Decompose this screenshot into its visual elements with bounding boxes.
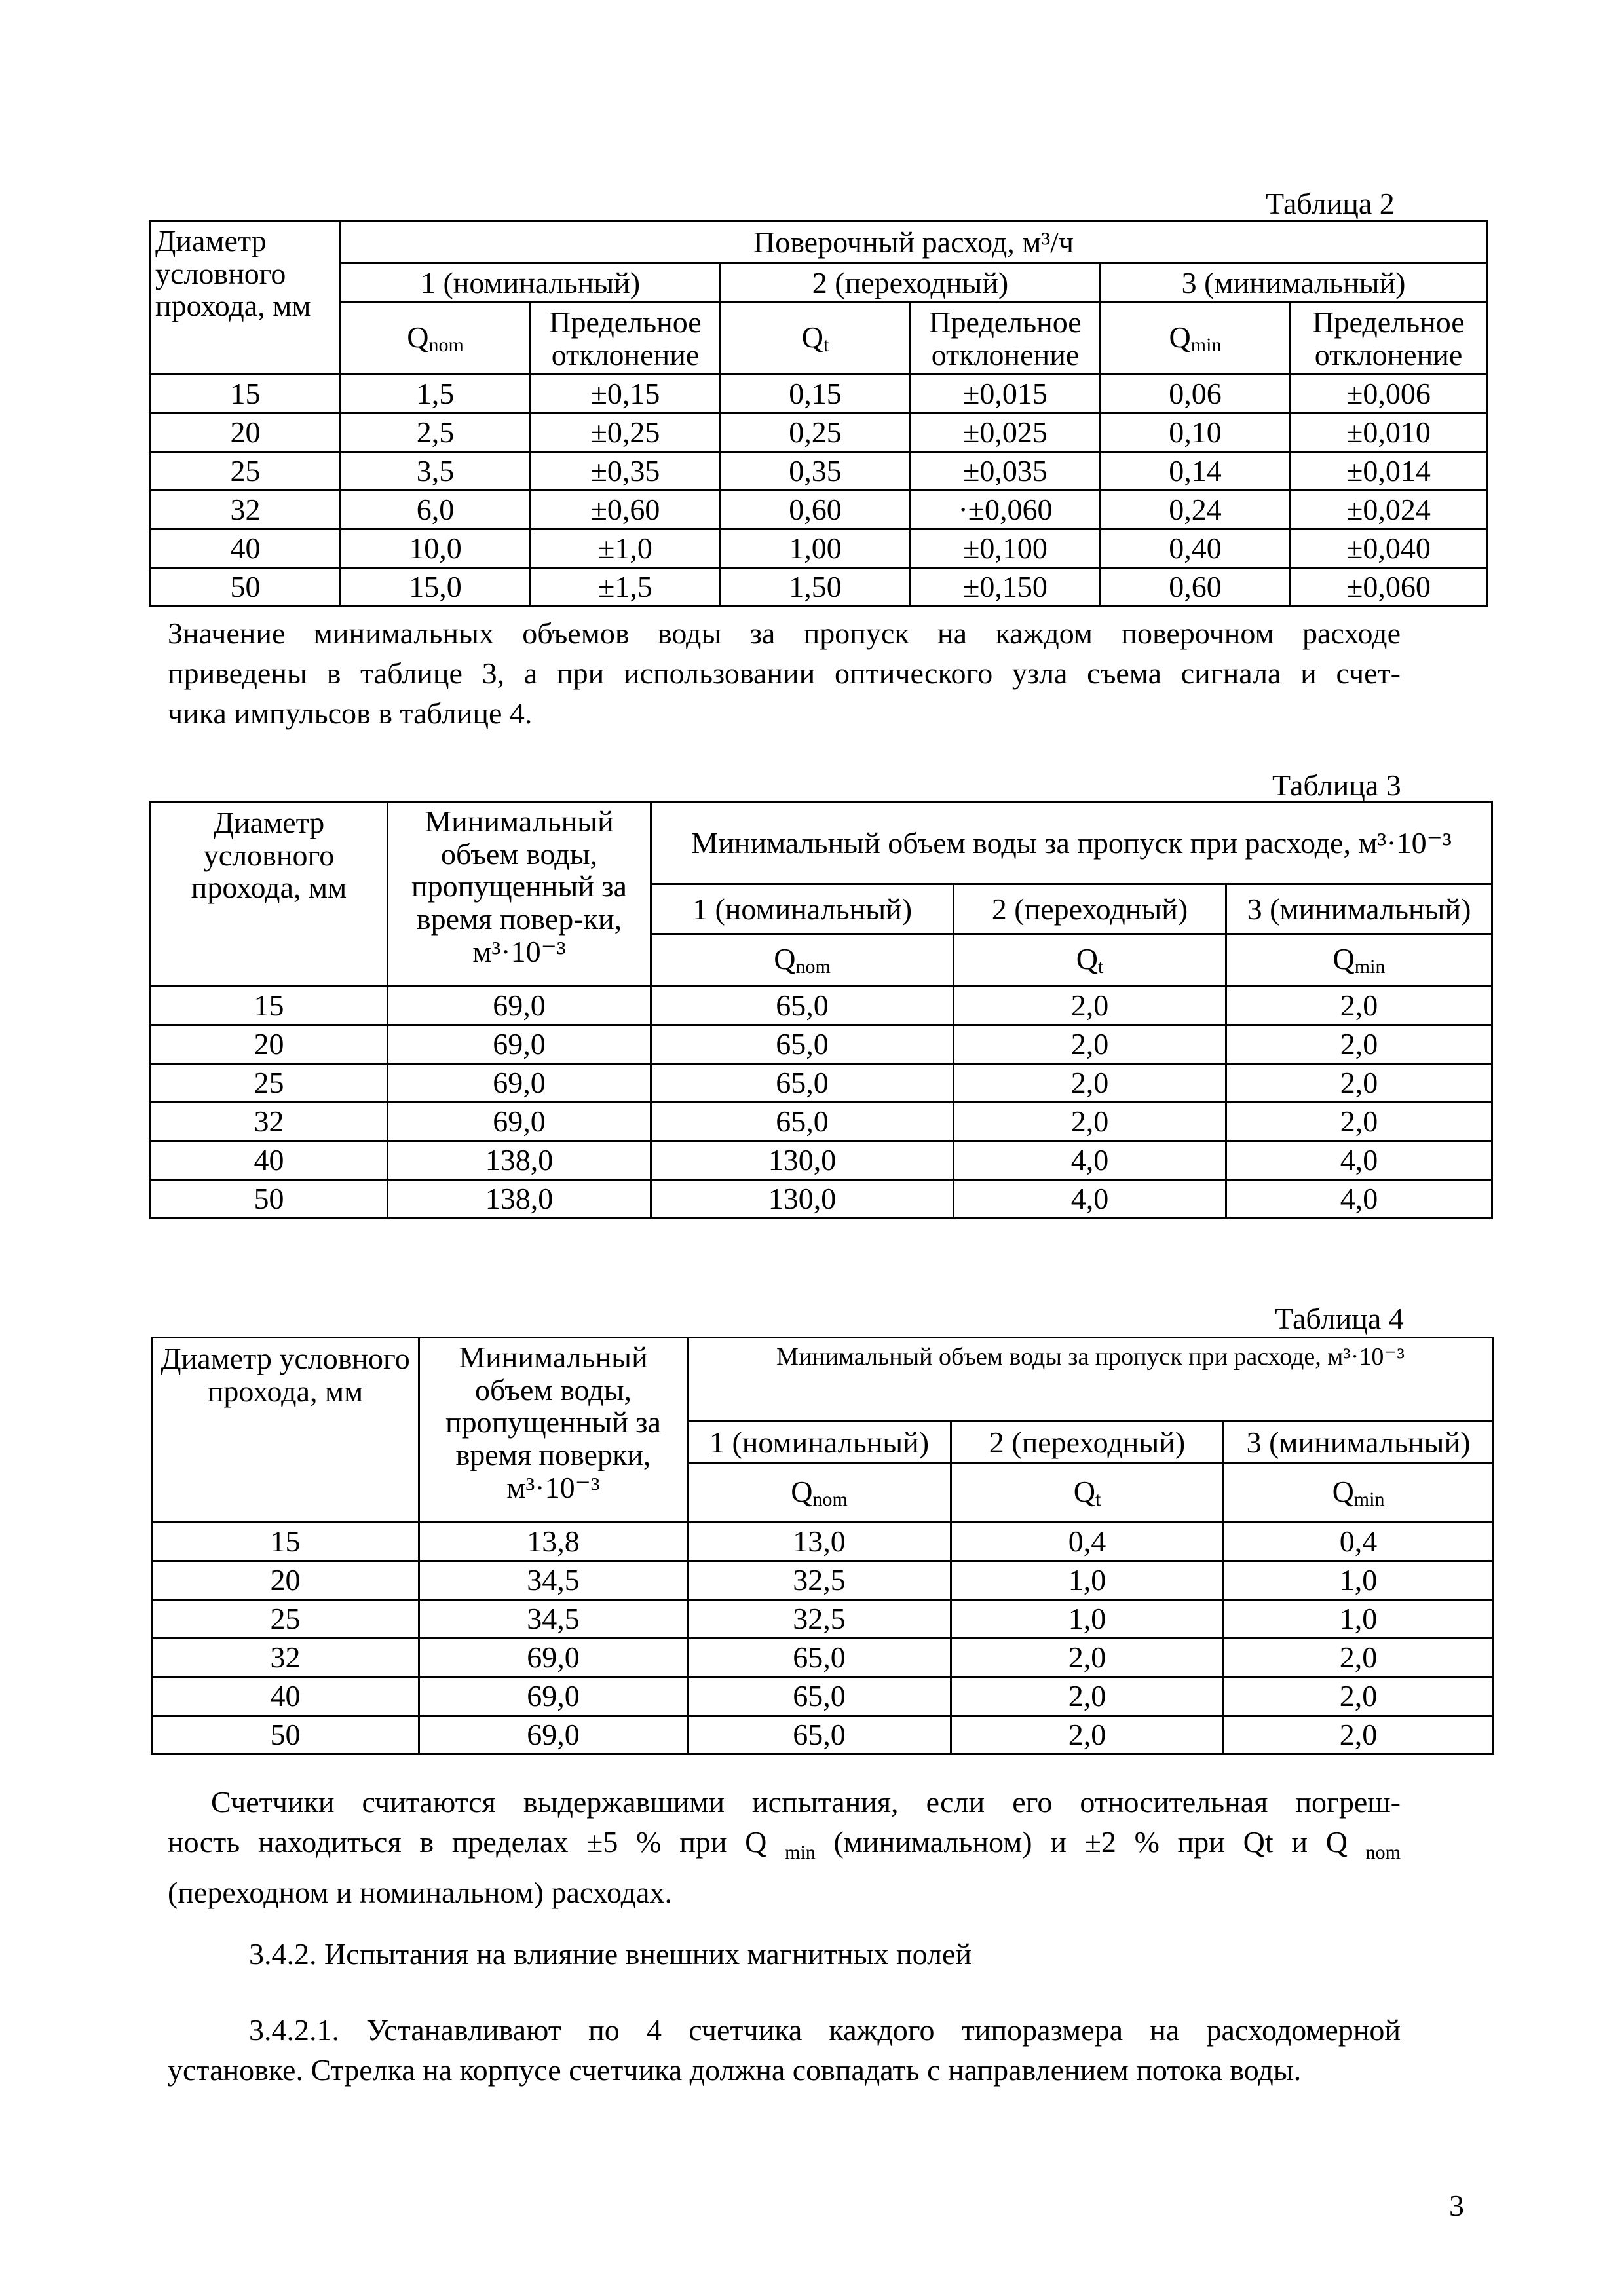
t2-cell: 0,60: [721, 491, 911, 529]
t3-cell: 130,0: [651, 1141, 954, 1180]
table-row: [151, 1141, 1492, 1180]
t3-cell: 20: [151, 1025, 388, 1064]
t2-cell: ±0,150: [911, 568, 1101, 607]
table-row: [152, 1677, 1494, 1716]
para2-line2: ность находиться в пределах ±5 % при Q $_{min}$ (минимальном) и ±2 % при Qt и Q $_{nom}$: [168, 1825, 1401, 1864]
t2-cell: ±1,5: [531, 568, 721, 607]
t3-cell: 65,0: [651, 1103, 954, 1141]
t3-cell: 50: [151, 1180, 388, 1219]
t4-cell: 69,0: [419, 1639, 688, 1677]
t2-cell: 0,10: [1101, 413, 1291, 452]
t2-cell: 0,24: [1101, 491, 1291, 529]
t3-cell: 25: [151, 1064, 388, 1103]
t2-cell: 10,0: [341, 529, 531, 568]
t2-cell: ±0,040: [1291, 529, 1487, 568]
table-row: [151, 375, 1487, 413]
t2-cell: 2,5: [341, 413, 531, 452]
t4-cell: 69,0: [419, 1677, 688, 1716]
t2-hdr-dev3: Предельное отклонение: [1291, 303, 1487, 375]
t4-hdr-qt: $Q_t$: [951, 1464, 1224, 1523]
t2-cell: 1,50: [721, 568, 911, 607]
t2-cell: ±0,35: [531, 452, 721, 491]
para2-line1: Счетчики считаются выдержавшими испытания, если его относительная погреш-: [211, 1785, 1401, 1819]
t3-cell: 2,0: [1226, 1025, 1492, 1064]
t4-cell: 1,0: [951, 1561, 1224, 1600]
t4-cell: 65,0: [688, 1677, 951, 1716]
table-row: [151, 491, 1487, 529]
t4-cell: 32,5: [688, 1561, 951, 1600]
table-row: [151, 1064, 1492, 1103]
table-row: [151, 1180, 1492, 1219]
t3-hdr-qnom: $Q_{nom}$: [651, 934, 954, 987]
table2: [149, 220, 1488, 607]
table-row: [151, 452, 1487, 491]
paragraph-test-criteria: [168, 1782, 1401, 1912]
t3-hdr-flow3: 3 (минимальный): [1226, 884, 1492, 934]
table-row: [152, 1561, 1494, 1600]
t4-hdr-flow2: 2 (переходный): [951, 1422, 1224, 1464]
t3-cell: 138,0: [388, 1180, 651, 1219]
table-row: [152, 1523, 1494, 1561]
para1-line3: чика импульсов в таблице 4.: [168, 696, 533, 730]
t2-cell: 15,0: [341, 568, 531, 607]
t4-cell: 32,5: [688, 1600, 951, 1639]
t2-cell: ±0,100: [911, 529, 1101, 568]
t4-hdr-flow1: 1 (номинальный): [688, 1422, 951, 1464]
t4-cell: 32: [152, 1639, 419, 1677]
t2-cell: 0,60: [1101, 568, 1291, 607]
t2-cell: 0,06: [1101, 375, 1291, 413]
t4-cell: 65,0: [688, 1639, 951, 1677]
page-number: 3: [1449, 2189, 1464, 2222]
t3-cell: 2,0: [1226, 987, 1492, 1025]
table-row: [152, 1600, 1494, 1639]
t2-cell: ±0,060: [1291, 568, 1487, 607]
t3-cell: 2,0: [954, 1103, 1226, 1141]
t4-hdr-qmin: $Q_{min}$: [1224, 1464, 1494, 1523]
t2-cell: 1,5: [341, 375, 531, 413]
t3-cell: 4,0: [1226, 1141, 1492, 1180]
table4: [151, 1337, 1494, 1755]
t2-cell: 50: [151, 568, 341, 607]
t3-cell: 2,0: [1226, 1064, 1492, 1103]
para1-line2: приведены в таблице 3, а при использовании оптического узла съема сигнала и счет-: [168, 656, 1401, 690]
t2-hdr-flow3: 3 (минимальный): [1101, 263, 1487, 303]
t2-hdr-group: Поверочный расход, м³/ч: [341, 221, 1487, 263]
t3-cell: 130,0: [651, 1180, 954, 1219]
t3-cell: 65,0: [651, 1025, 954, 1064]
t2-cell: ±0,024: [1291, 491, 1487, 529]
t2-cell: 25: [151, 452, 341, 491]
t2-hdr-qnom: $Q_{nom}$: [341, 303, 531, 375]
t4-cell: 65,0: [688, 1716, 951, 1754]
t4-cell: 69,0: [419, 1716, 688, 1754]
t3-cell: 138,0: [388, 1141, 651, 1180]
t2-cell: 6,0: [341, 491, 531, 529]
para1-line1: Значение минимальных объемов воды за пропуск на каждом поверочном расходе: [168, 616, 1401, 650]
t3-cell: 2,0: [1226, 1103, 1492, 1141]
t4-cell: 1,0: [1224, 1600, 1494, 1639]
t2-cell: ±0,015: [911, 375, 1101, 413]
table3: [149, 801, 1493, 1219]
table-row: [151, 1025, 1492, 1064]
t3-hdr-qt: $Q_t$: [954, 934, 1226, 987]
t4-cell: 0,4: [1224, 1523, 1494, 1561]
t3-cell: 2,0: [954, 1025, 1226, 1064]
t4-cell: 34,5: [419, 1600, 688, 1639]
t2-cell: 40: [151, 529, 341, 568]
paragraph-install: [168, 2010, 1401, 2090]
table4-caption: Таблица 4: [1275, 1302, 1404, 1335]
t3-cell: 69,0: [388, 987, 651, 1025]
t2-cell: ±0,15: [531, 375, 721, 413]
t2-cell: 0,15: [721, 375, 911, 413]
table-row: [151, 987, 1492, 1025]
t2-hdr-qmin: $Q_{min}$: [1101, 303, 1291, 375]
t2-cell: ±0,010: [1291, 413, 1487, 452]
t3-cell: 69,0: [388, 1103, 651, 1141]
t4-cell: 15: [152, 1523, 419, 1561]
t4-cell: 2,0: [951, 1716, 1224, 1754]
table-row: [151, 529, 1487, 568]
t3-cell: 32: [151, 1103, 388, 1141]
t2-hdr-qt: $Q_t$: [721, 303, 911, 375]
t3-cell: 40: [151, 1141, 388, 1180]
t3-cell: 69,0: [388, 1025, 651, 1064]
table-row: [152, 1716, 1494, 1754]
t4-cell: 2,0: [1224, 1716, 1494, 1754]
t2-cell: 32: [151, 491, 341, 529]
t3-hdr-flow1: 1 (номинальный): [651, 884, 954, 934]
t3-cell: 65,0: [651, 1064, 954, 1103]
t4-hdr-diameter: Диаметр условного прохода, мм: [152, 1338, 419, 1523]
t4-cell: 2,0: [1224, 1639, 1494, 1677]
t3-hdr-qmin: $Q_{min}$: [1226, 934, 1492, 987]
t4-hdr-flow3: 3 (минимальный): [1224, 1422, 1494, 1464]
t4-hdr-qnom: $Q_{nom}$: [688, 1464, 951, 1523]
t4-cell: 40: [152, 1677, 419, 1716]
table-row: [152, 1639, 1494, 1677]
t4-cell: 13,8: [419, 1523, 688, 1561]
t2-cell: ·±0,060: [911, 491, 1101, 529]
t3-cell: 2,0: [954, 987, 1226, 1025]
t2-cell: 0,25: [721, 413, 911, 452]
t2-cell: ±0,035: [911, 452, 1101, 491]
t4-hdr-min-volume: Минимальный объем воды, пропущенный за время поверки, м³·10⁻³: [419, 1338, 688, 1523]
t2-cell: ±0,60: [531, 491, 721, 529]
t3-hdr-diameter: Диаметр условного прохода, мм: [151, 802, 388, 987]
t3-hdr-min-volume: Минимальный объем воды, пропущенный за время повер-ки, м³·10⁻³: [388, 802, 651, 987]
t2-hdr-dev1: Предельное отклонение: [531, 303, 721, 375]
t2-cell: 0,40: [1101, 529, 1291, 568]
t2-cell: 3,5: [341, 452, 531, 491]
t3-cell: 2,0: [954, 1064, 1226, 1103]
t3-cell: 69,0: [388, 1064, 651, 1103]
t3-cell: 4,0: [1226, 1180, 1492, 1219]
table3-caption: Таблица 3: [1272, 768, 1401, 802]
t2-cell: 15: [151, 375, 341, 413]
t2-hdr-dev2: Предельное отклонение: [911, 303, 1101, 375]
t2-cell: ±0,006: [1291, 375, 1487, 413]
t2-cell: ±0,025: [911, 413, 1101, 452]
para3-line1: 3.4.2.1. Устанавливают по 4 счетчика каждого типоразмера на расходомерной: [249, 2013, 1401, 2047]
t3-cell: 65,0: [651, 987, 954, 1025]
table-row: [151, 413, 1487, 452]
t4-cell: 34,5: [419, 1561, 688, 1600]
t2-hdr-flow1: 1 (номинальный): [341, 263, 721, 303]
t4-hdr-group: Минимальный объем воды за пропуск при расходе, м³·10⁻³: [688, 1338, 1494, 1422]
t3-cell: 4,0: [954, 1141, 1226, 1180]
table-row: [151, 1103, 1492, 1141]
t4-cell: 2,0: [951, 1677, 1224, 1716]
paragraph-min-volumes: [168, 613, 1401, 733]
t4-cell: 2,0: [951, 1639, 1224, 1677]
t3-cell: 4,0: [954, 1180, 1226, 1219]
t4-cell: 25: [152, 1600, 419, 1639]
t4-cell: 2,0: [1224, 1677, 1494, 1716]
t4-cell: 0,4: [951, 1523, 1224, 1561]
section-heading: 3.4.2. Испытания на влияние внешних магнитных полей: [249, 1937, 972, 1971]
t2-hdr-flow2: 2 (переходный): [721, 263, 1101, 303]
table2-caption: Таблица 2: [1266, 187, 1395, 220]
table-row: [151, 568, 1487, 607]
t2-cell: ±0,014: [1291, 452, 1487, 491]
t2-cell: ±0,25: [531, 413, 721, 452]
t4-cell: 1,0: [951, 1600, 1224, 1639]
t2-hdr-diameter: Диаметр условного прохода, мм: [151, 221, 341, 375]
para2-line3: (переходном и номинальном) расходах.: [168, 1876, 672, 1910]
t3-cell: 15: [151, 987, 388, 1025]
t2-cell: 0,35: [721, 452, 911, 491]
t4-cell: 50: [152, 1716, 419, 1754]
t2-cell: ±1,0: [531, 529, 721, 568]
t3-hdr-group: Минимальный объем воды за пропуск при расходе, м³·10⁻³: [651, 802, 1492, 884]
t4-cell: 20: [152, 1561, 419, 1600]
t4-cell: 1,0: [1224, 1561, 1494, 1600]
t2-cell: 20: [151, 413, 341, 452]
t4-cell: 13,0: [688, 1523, 951, 1561]
para3-line2: установке. Стрелка на корпусе счетчика должна совпадать с направлением потока воды.: [168, 2053, 1302, 2087]
t3-hdr-flow2: 2 (переходный): [954, 884, 1226, 934]
t2-cell: 0,14: [1101, 452, 1291, 491]
t2-cell: 1,00: [721, 529, 911, 568]
